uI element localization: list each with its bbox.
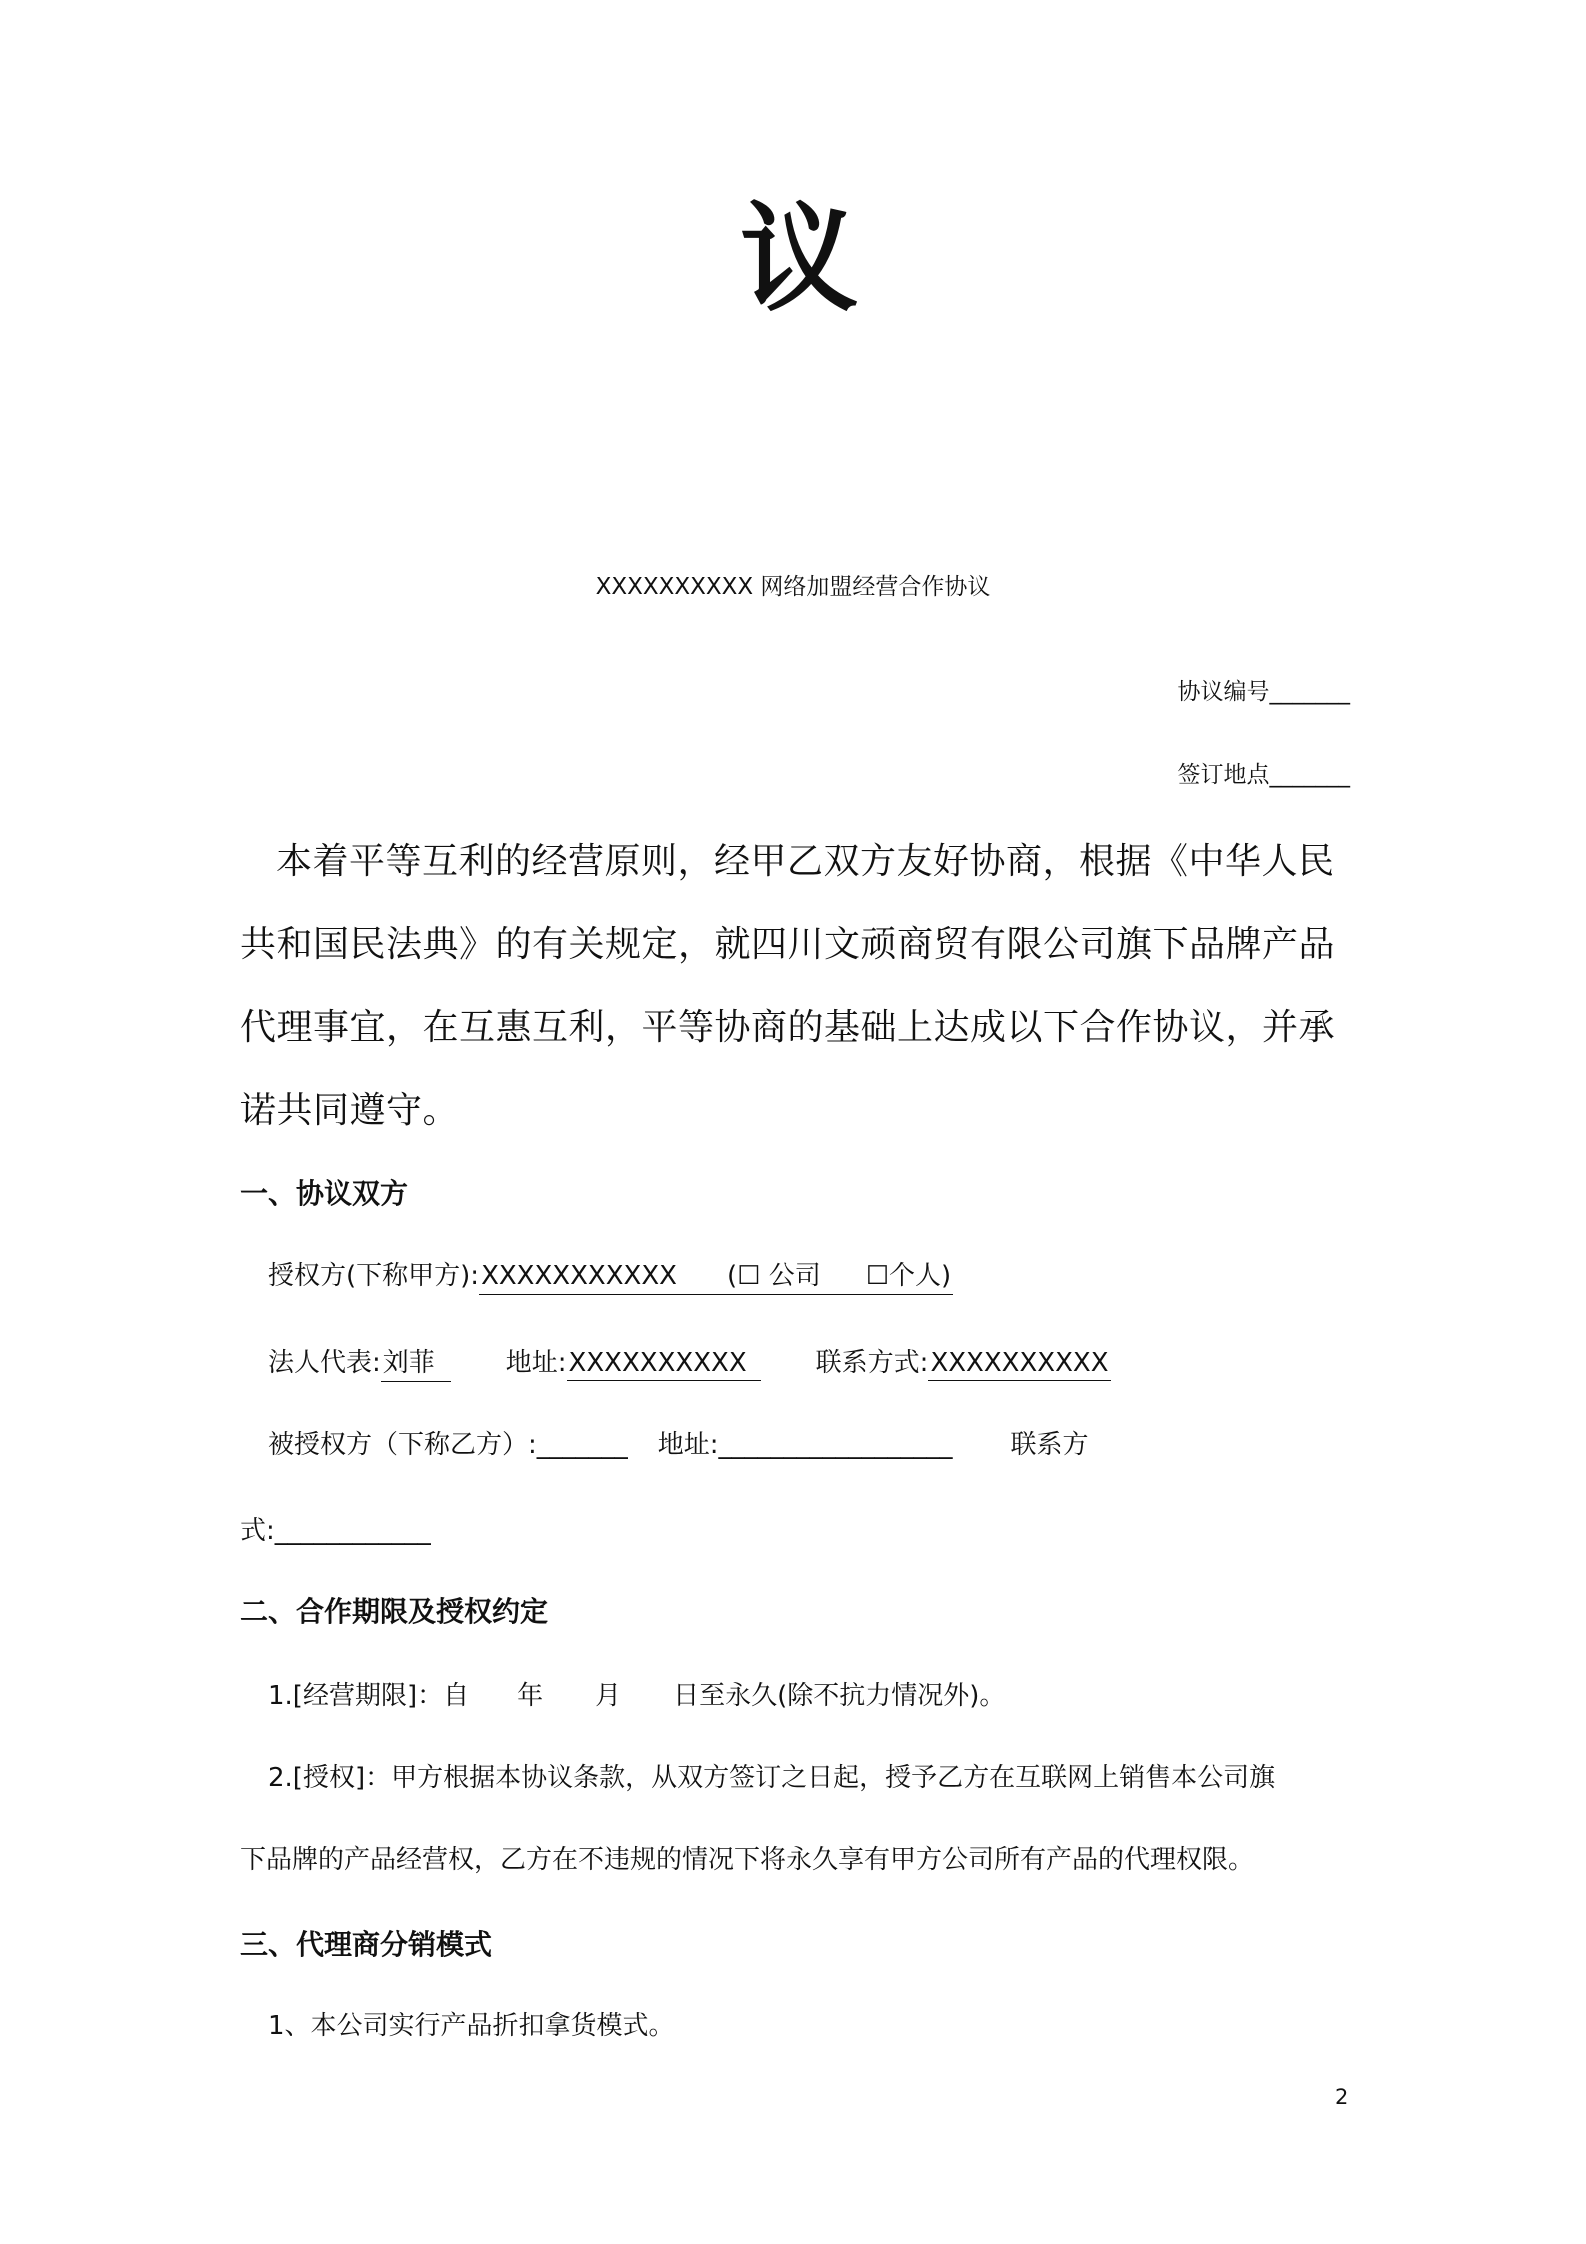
- legal-rep-value: 刘菲: [382, 1348, 435, 1378]
- party-a-label: 授权方(下称甲方):: [268, 1261, 480, 1291]
- grant-line-2: 下品牌的产品经营权，乙方在不违规的情况下将永久享有甲方公司所有产品的代理权限。: [240, 1845, 1255, 1875]
- signing-place-field: 签订地点_______: [1177, 762, 1350, 788]
- term-month: 月: [595, 1681, 622, 1711]
- document-title: XXXXXXXXXX 网络加盟经营合作协议: [595, 574, 991, 600]
- party-a-type-company: (☐ 公司: [727, 1261, 821, 1291]
- address-value: XXXXXXXXXX: [568, 1348, 747, 1378]
- address-label: 地址:: [505, 1348, 567, 1378]
- contact-label: 联系方式:: [815, 1348, 929, 1378]
- party-b-contact-start: 联系方: [1010, 1430, 1089, 1460]
- party-a-value: XXXXXXXXXXX: [481, 1261, 677, 1291]
- legal-rep-line: [268, 1342, 1111, 1382]
- page-number: 2: [1335, 2085, 1349, 2109]
- party-a-type-person: ☐个人): [865, 1261, 952, 1291]
- grant-line-1: 2.[授权]：甲方根据本协议条款，从双方签订之日起，授予乙方在互联网上销售本公司旗: [268, 1763, 1276, 1793]
- legal-rep-label: 法人代表:: [268, 1348, 381, 1378]
- term-suffix: 日至永久(除不抗力情况外)。: [673, 1681, 1006, 1711]
- party-a-underline: [479, 1255, 953, 1295]
- contact-underline: [928, 1348, 1110, 1381]
- big-title: 议: [740, 190, 859, 328]
- agreement-number-field: 协议编号_______: [1177, 679, 1350, 705]
- party-a-line: [268, 1255, 953, 1295]
- term-year: 年: [517, 1681, 544, 1711]
- contact-value: XXXXXXXXXX: [930, 1348, 1109, 1378]
- section-3-heading: 三、代理商分销模式: [240, 1928, 493, 1961]
- party-b-address: 地址:__________________: [657, 1430, 953, 1460]
- legal-rep-underline: [381, 1342, 451, 1382]
- party-b-contact-end: 式:____________: [240, 1516, 431, 1546]
- party-b-line: [268, 1424, 1089, 1461]
- party-b-label: 被授权方（下称乙方）:_______: [268, 1430, 628, 1460]
- section-2-heading: 二、合作期限及授权约定: [240, 1595, 549, 1628]
- intro-paragraph: 本着平等互利的经营原则，经甲乙双方友好协商，根据《中华人民共和国民法典》的有关规定，就四川文顽商贸有限公司旗下品牌产品代理事宜，在互惠互利，平等协商的基础上达成以下合作协议，并承诺共同遵守。: [240, 841, 1336, 1131]
- term-prefix: 1.[经营期限]：自: [268, 1681, 470, 1711]
- section-1-heading: 一、协议双方: [240, 1177, 409, 1210]
- distribution-item-1: 1、本公司实行产品折扣拿货模式。: [268, 2011, 675, 2041]
- term-line: [268, 1675, 1005, 1712]
- address-underline: [567, 1348, 761, 1381]
